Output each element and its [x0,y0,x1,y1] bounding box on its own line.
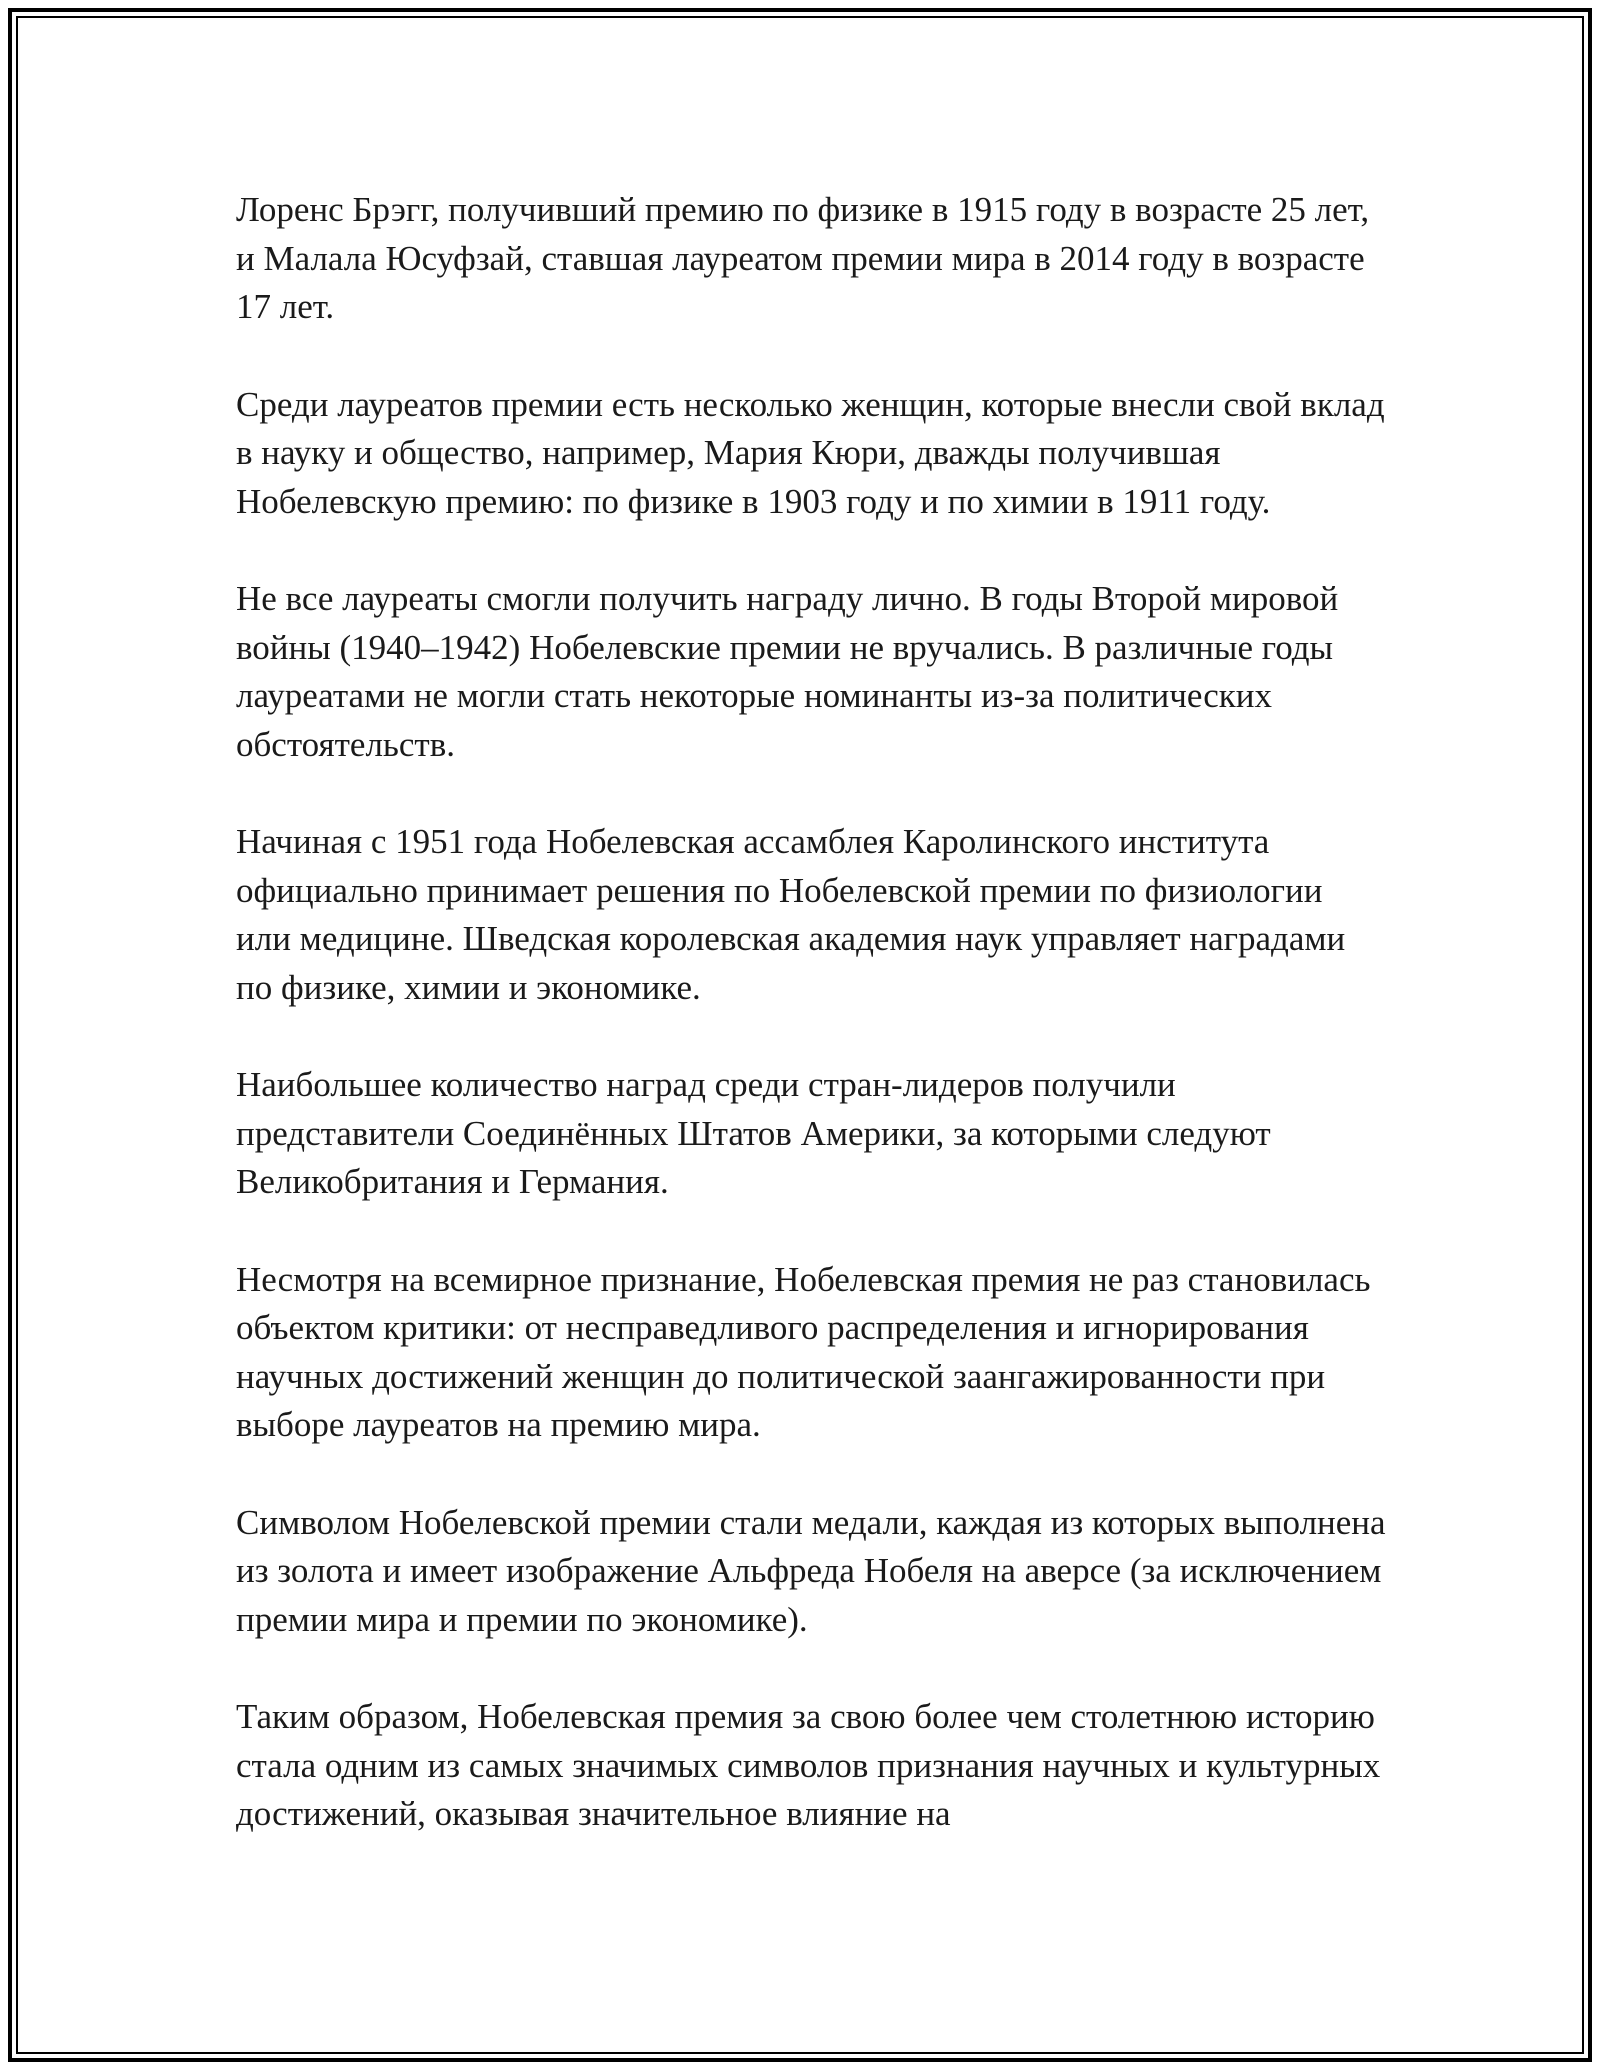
paragraph-karolinska: Начиная с 1951 года Нобелевская ассамблея Каролинского института официально принимает решения по Нобелевской премии по физиологии или медицине. Шведская королевская академия наук управляет наградами по физике, химии и экономике. [236,822,1346,1007]
document-body [236,186,1386,1888]
paragraph-women-laureates: Среди лауреатов премии есть несколько женщин, которые внесли свой вклад в науку и общество, например, Мария Кюри, дважды получившая Нобелевскую премию: по физике в 1903 году и по химии в 1911 году. [236,384,1385,521]
paragraph-conclusion: Таким образом, Нобелевская премия за свою более чем столетнюю историю стала одним из самых значимых символов признания научных и культурных достижений, оказывая значительное влияние на [236,1697,1381,1833]
paragraph-leading-countries: Наибольшее количество наград среди стран-лидеров получили представители Соединённых Штатов Америки, за которыми следуют Великобритания и Германия. [236,1065,1271,1201]
paragraph-medals: Символом Нобелевской премии стали медали, каждая из которых выполнена из золота и имеет изображение Альфреда Нобеля на аверсе (за исключением премии мира и премии по экономике). [236,1502,1386,1639]
paragraph-bragg-yousafzai: Лоренс Брэгг, получивший премию по физике в 1915 году в возрасте 25 лет, и Малала Юсуфзай, ставшая лауреатом премии мира в 2014 году в возрасте 17 лет. [236,190,1370,326]
paragraph-war-years: Не все лауреаты смогли получить награду лично. В годы Второй мировой войны (1940–1942) Нобелевские премии не вручались. В различные годы лауреатами не могли стать некоторые номинанты из-за политических обстоятельств. [236,579,1339,764]
paragraph-criticism: Несмотря на всемирное признание, Нобелевская премия не раз становилась объектом критики: от несправедливого распределения и игнорирования научных достижений женщин до политической заангажированности при выборе лауреатов на премию мира. [236,1259,1371,1444]
